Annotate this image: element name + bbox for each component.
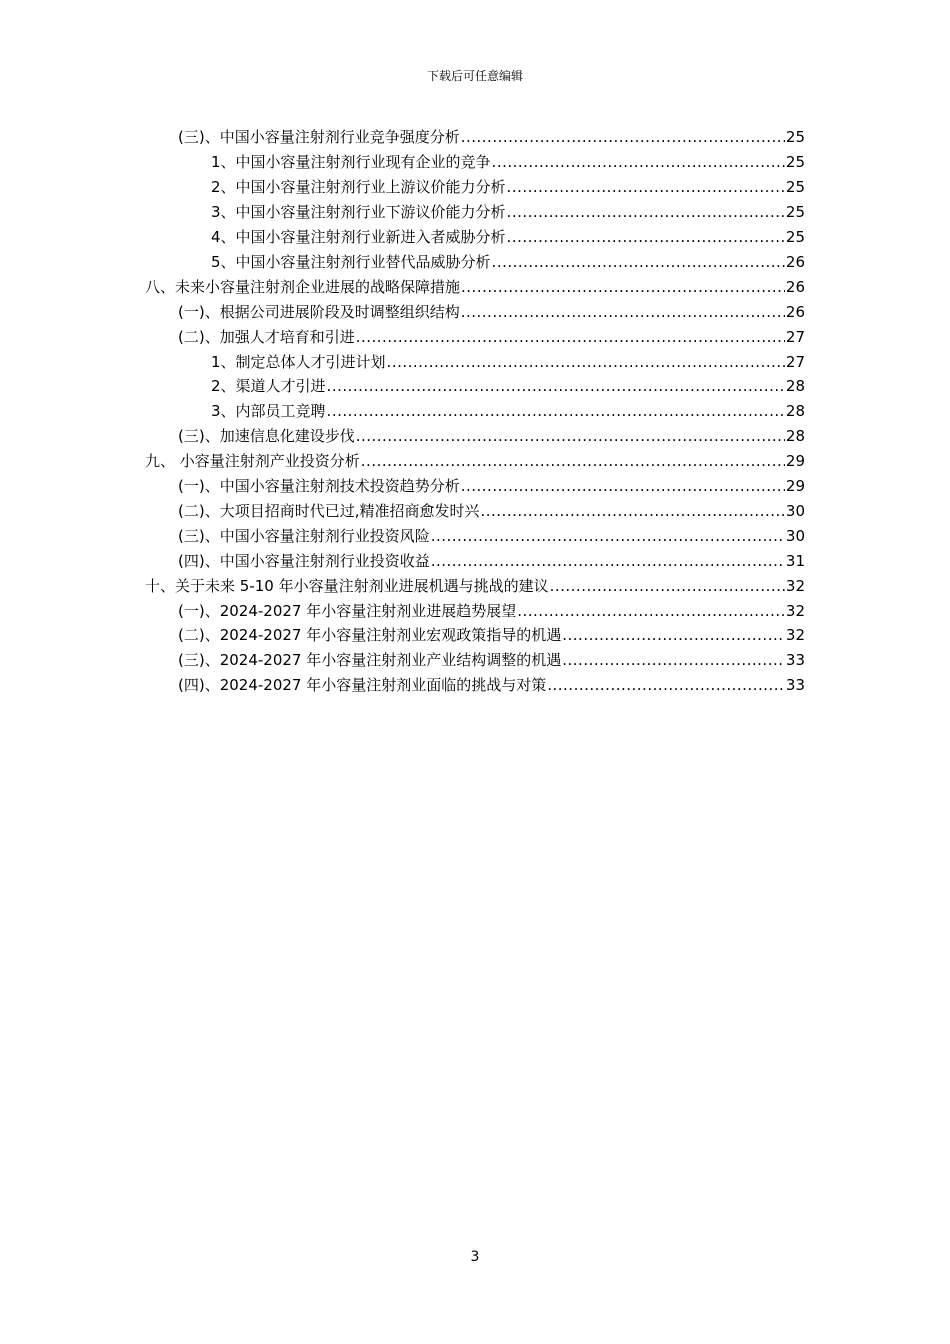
toc-leader-dots [480, 501, 784, 521]
toc-entry-title: (三)、中国小容量注射剂行业竞争强度分析 [178, 128, 460, 147]
toc-entry-page: 27 [785, 327, 805, 346]
toc-entry[interactable] [178, 499, 805, 524]
toc-entry-page: 29 [785, 477, 805, 496]
toc-entry-title: (二)、大项目招商时代已过,精准招商愈发时兴 [178, 501, 480, 520]
toc-entry-page: 33 [785, 651, 805, 670]
toc-leader-dots [431, 551, 785, 571]
toc-entry-title: (一)、2024-2027 年小容量注射剂业进展趋势展望 [178, 601, 517, 620]
toc-entry[interactable] [145, 274, 805, 299]
toc-entry-page: 32 [785, 601, 805, 620]
toc-entry[interactable] [145, 449, 805, 474]
toc-leader-dots [507, 177, 785, 197]
toc-entry-page: 27 [785, 352, 805, 371]
toc-leader-dots [431, 526, 785, 546]
toc-entry[interactable] [211, 225, 805, 250]
toc-entry-page: 32 [785, 576, 805, 595]
toc-entry-page: 29 [785, 452, 805, 471]
toc-entry-page: 30 [785, 501, 805, 520]
toc-entry-title: 5、中国小容量注射剂行业替代品威胁分析 [211, 252, 491, 271]
toc-entry-title: 2、中国小容量注射剂行业上游议价能力分析 [211, 178, 506, 197]
toc-leader-dots [492, 252, 785, 272]
toc-entry-title: 1、中国小容量注射剂行业现有企业的竞争 [211, 153, 491, 172]
toc-leader-dots [356, 426, 785, 446]
toc-leader-dots [507, 202, 785, 222]
toc-entry-page: 26 [785, 252, 805, 271]
toc-entry[interactable] [211, 374, 805, 399]
toc-entry-title: 十、关于未来 5-10 年小容量注射剂业进展机遇与挑战的建议 [145, 576, 549, 595]
toc-entry[interactable] [178, 548, 805, 573]
toc-leader-dots [550, 576, 785, 596]
toc-entry-title: 2、渠道人才引进 [211, 377, 326, 396]
toc-leader-dots [562, 650, 785, 670]
toc-entry-title: (四)、2024-2027 年小容量注射剂业面临的挑战与对策 [178, 676, 547, 695]
toc-entry-page: 25 [785, 153, 805, 172]
toc-entry[interactable] [178, 673, 805, 698]
toc-entry-title: 八、未来小容量注射剂企业进展的战略保障措施 [145, 277, 461, 296]
toc-leader-dots [461, 277, 785, 297]
toc-entry-title: 4、中国小容量注射剂行业新进入者威胁分析 [211, 228, 506, 247]
toc-entry-page: 31 [785, 551, 805, 570]
toc-entry[interactable] [178, 648, 805, 673]
toc-entry-page: 30 [785, 526, 805, 545]
toc-entry[interactable] [211, 200, 805, 225]
toc-entry-title: (四)、中国小容量注射剂行业投资收益 [178, 551, 430, 570]
toc-leader-dots [361, 451, 785, 471]
toc-leader-dots [461, 476, 785, 496]
page-number: 3 [470, 1249, 480, 1265]
toc-entry[interactable] [211, 150, 805, 175]
toc-entry[interactable] [178, 125, 805, 150]
toc-entry-page: 28 [785, 402, 805, 421]
toc-entry-title: 九、 小容量注射剂产业投资分析 [145, 452, 360, 471]
toc-entry-page: 33 [785, 676, 805, 695]
page-header: 下载后可任意编辑 [426, 69, 523, 83]
toc-leader-dots [562, 625, 785, 645]
toc-entry-title: 1、制定总体人才引进计划 [211, 352, 386, 371]
toc-leader-dots [517, 601, 785, 621]
toc-leader-dots [327, 376, 785, 396]
toc-entry-title: (三)、加速信息化建设步伐 [178, 427, 355, 446]
toc-entry[interactable] [178, 474, 805, 499]
toc-entry[interactable] [178, 424, 805, 449]
toc-entry[interactable] [211, 399, 805, 424]
toc-entry-title: (二)、2024-2027 年小容量注射剂业宏观政策指导的机遇 [178, 626, 562, 645]
toc-leader-dots [547, 675, 785, 695]
toc-entry[interactable] [178, 598, 805, 623]
toc-entry[interactable] [178, 324, 805, 349]
toc-leader-dots [507, 227, 785, 247]
toc-leader-dots [461, 127, 785, 147]
toc-entry-title: (一)、根据公司进展阶段及时调整组织结构 [178, 302, 460, 321]
toc-entry-page: 26 [785, 277, 805, 296]
toc-entry-page: 32 [785, 626, 805, 645]
toc-entry-title: 3、中国小容量注射剂行业下游议价能力分析 [211, 203, 506, 222]
toc-entry-page: 25 [785, 178, 805, 197]
toc-entry[interactable] [211, 175, 805, 200]
toc-entry-page: 25 [785, 128, 805, 147]
toc-leader-dots [492, 152, 785, 172]
toc-entry-title: (三)、中国小容量注射剂行业投资风险 [178, 526, 430, 545]
toc-leader-dots [356, 327, 785, 347]
toc-entry[interactable] [145, 573, 805, 598]
toc-entry-page: 26 [785, 302, 805, 321]
toc-entry[interactable] [211, 250, 805, 275]
toc-entry-page: 25 [785, 203, 805, 222]
toc-entry[interactable] [178, 523, 805, 548]
toc-entry-title: 3、内部员工竞聘 [211, 402, 326, 421]
toc-entry-page: 28 [785, 377, 805, 396]
toc-entry[interactable] [211, 349, 805, 374]
toc-leader-dots [327, 401, 785, 421]
toc-entry-page: 28 [785, 427, 805, 446]
toc-leader-dots [461, 302, 785, 322]
toc-leader-dots [387, 352, 785, 372]
toc-entry-title: (三)、2024-2027 年小容量注射剂业产业结构调整的机遇 [178, 651, 562, 670]
toc-entry-title: (二)、加强人才培育和引进 [178, 327, 355, 346]
toc-entry[interactable] [178, 623, 805, 648]
toc-entry-title: (一)、中国小容量注射剂技术投资趋势分析 [178, 477, 460, 496]
toc-entry[interactable] [178, 299, 805, 324]
toc-entry-page: 25 [785, 228, 805, 247]
